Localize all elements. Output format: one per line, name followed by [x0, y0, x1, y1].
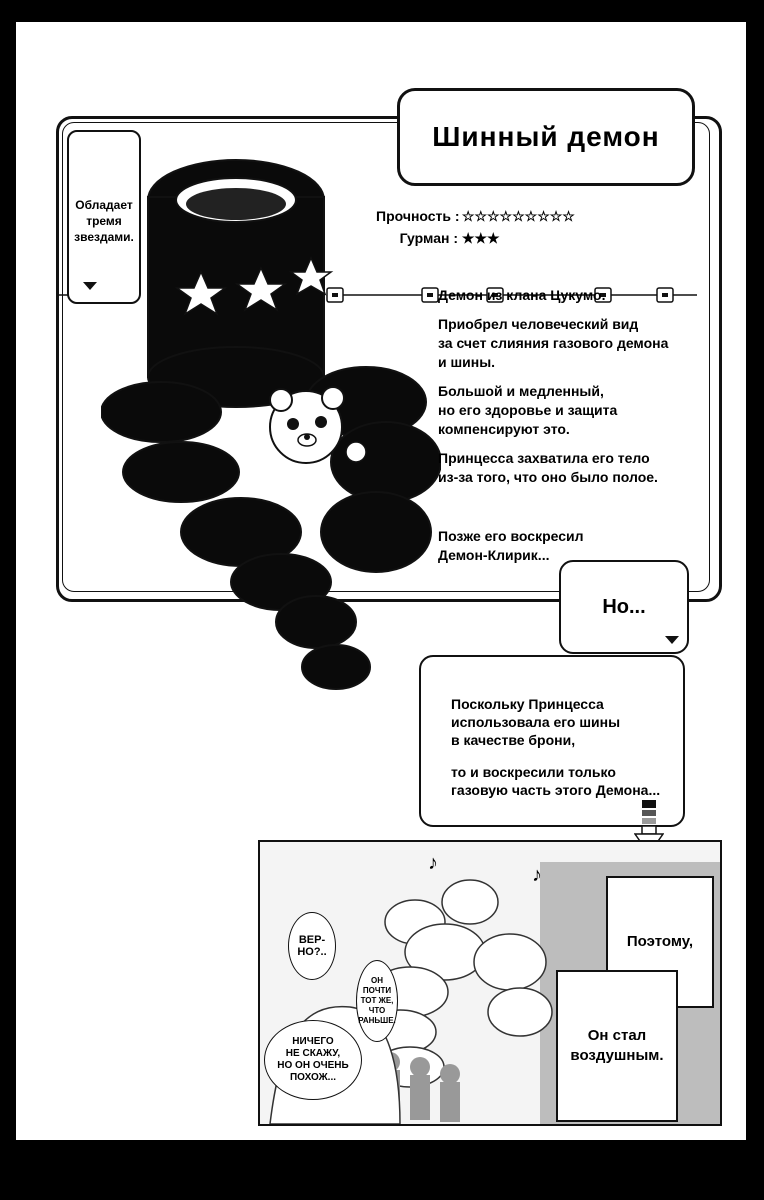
music-note-icon: ♪ [428, 852, 438, 874]
description-paragraph [438, 315, 668, 372]
durability-stars: ☆☆☆☆☆☆☆☆☆ [461, 208, 575, 224]
airy-line: Он стал [587, 1027, 647, 1044]
music-note-icon: ♪ [532, 864, 542, 886]
bubble-line: НЕ СКАЖУ, [285, 1048, 341, 1059]
gourmet-label: Гурман : [399, 230, 458, 246]
bubble-line: НИЧЕГО [292, 1036, 334, 1047]
side-note-line: тремя [86, 214, 122, 228]
down-triangle-icon [665, 636, 679, 644]
armor-paragraph [451, 763, 660, 799]
durability-label: Прочность : [376, 208, 460, 224]
bubble-line: ВЕР- [298, 934, 326, 946]
bubble-line: ПОХОЖ... [289, 1072, 336, 1083]
page-title: Шинный демон [432, 121, 660, 152]
bottom-panel [258, 840, 722, 1126]
description-line: из-за того, что оно было полое. [438, 469, 658, 485]
side-note-line: звездами. [74, 230, 134, 244]
description-line: Большой и медленный, [438, 383, 604, 399]
description-line: Принцесса захватила его тело [438, 450, 650, 466]
armor-paragraph [451, 695, 660, 749]
description-line: Приобрел человеческий вид [438, 316, 639, 332]
bubble-line: ТОТ ЖЕ, [360, 996, 394, 1005]
bubble-line: ОН [370, 976, 383, 985]
armor-line: то и воскресили только [451, 764, 616, 780]
description-paragraph [438, 382, 668, 439]
description-block [438, 286, 668, 575]
armor-line: Поскольку Принцесса [451, 696, 604, 712]
armor-line: использовала его шины [451, 714, 621, 730]
side-note-line: Обладает [75, 198, 133, 212]
armor-line: в качестве брони, [451, 732, 576, 748]
description-line: Демон из клана Цукумо. [438, 287, 606, 303]
description-line: за счет слияния газового демона [438, 335, 669, 351]
title-box [397, 88, 695, 186]
down-triangle-icon [83, 282, 97, 290]
bubble-line: ПОЧТИ [362, 986, 392, 995]
description-line: и шины. [438, 354, 496, 370]
manga-page [16, 22, 746, 1140]
but-caption-box [559, 560, 689, 654]
stats-block [376, 205, 575, 249]
side-note-text [69, 197, 139, 245]
bubble-line: ЧТО [368, 1006, 386, 1015]
description-line: но его здоровье и защита [438, 402, 618, 418]
later-line: Демон-Клирик... [438, 547, 550, 563]
bubble-line: РАНЬШЕ. [358, 1016, 396, 1025]
description-paragraph [438, 449, 668, 487]
bubble-line: НО?.. [297, 946, 327, 958]
airy-line: воздушным. [570, 1047, 664, 1064]
side-note-box [67, 130, 141, 304]
bubble-line: НО ОН ОЧЕНЬ [277, 1060, 349, 1071]
airy-text [570, 1026, 663, 1066]
later-line: Позже его воскресил [438, 528, 584, 544]
but-caption: Но... [602, 595, 646, 618]
description-line: компенсируют это. [438, 421, 570, 437]
armor-text [451, 695, 660, 813]
speech-bubble-really [288, 912, 336, 980]
airy-caption [556, 970, 678, 1122]
therefore-text: Поэтому, [626, 933, 694, 950]
gourmet-stars: ★★★ [461, 230, 500, 246]
speech-bubble-nothing [264, 1020, 362, 1100]
armor-line: газовую часть этого Демона... [451, 782, 661, 798]
description-paragraph [438, 286, 668, 305]
speech-bubble-before [356, 960, 398, 1042]
